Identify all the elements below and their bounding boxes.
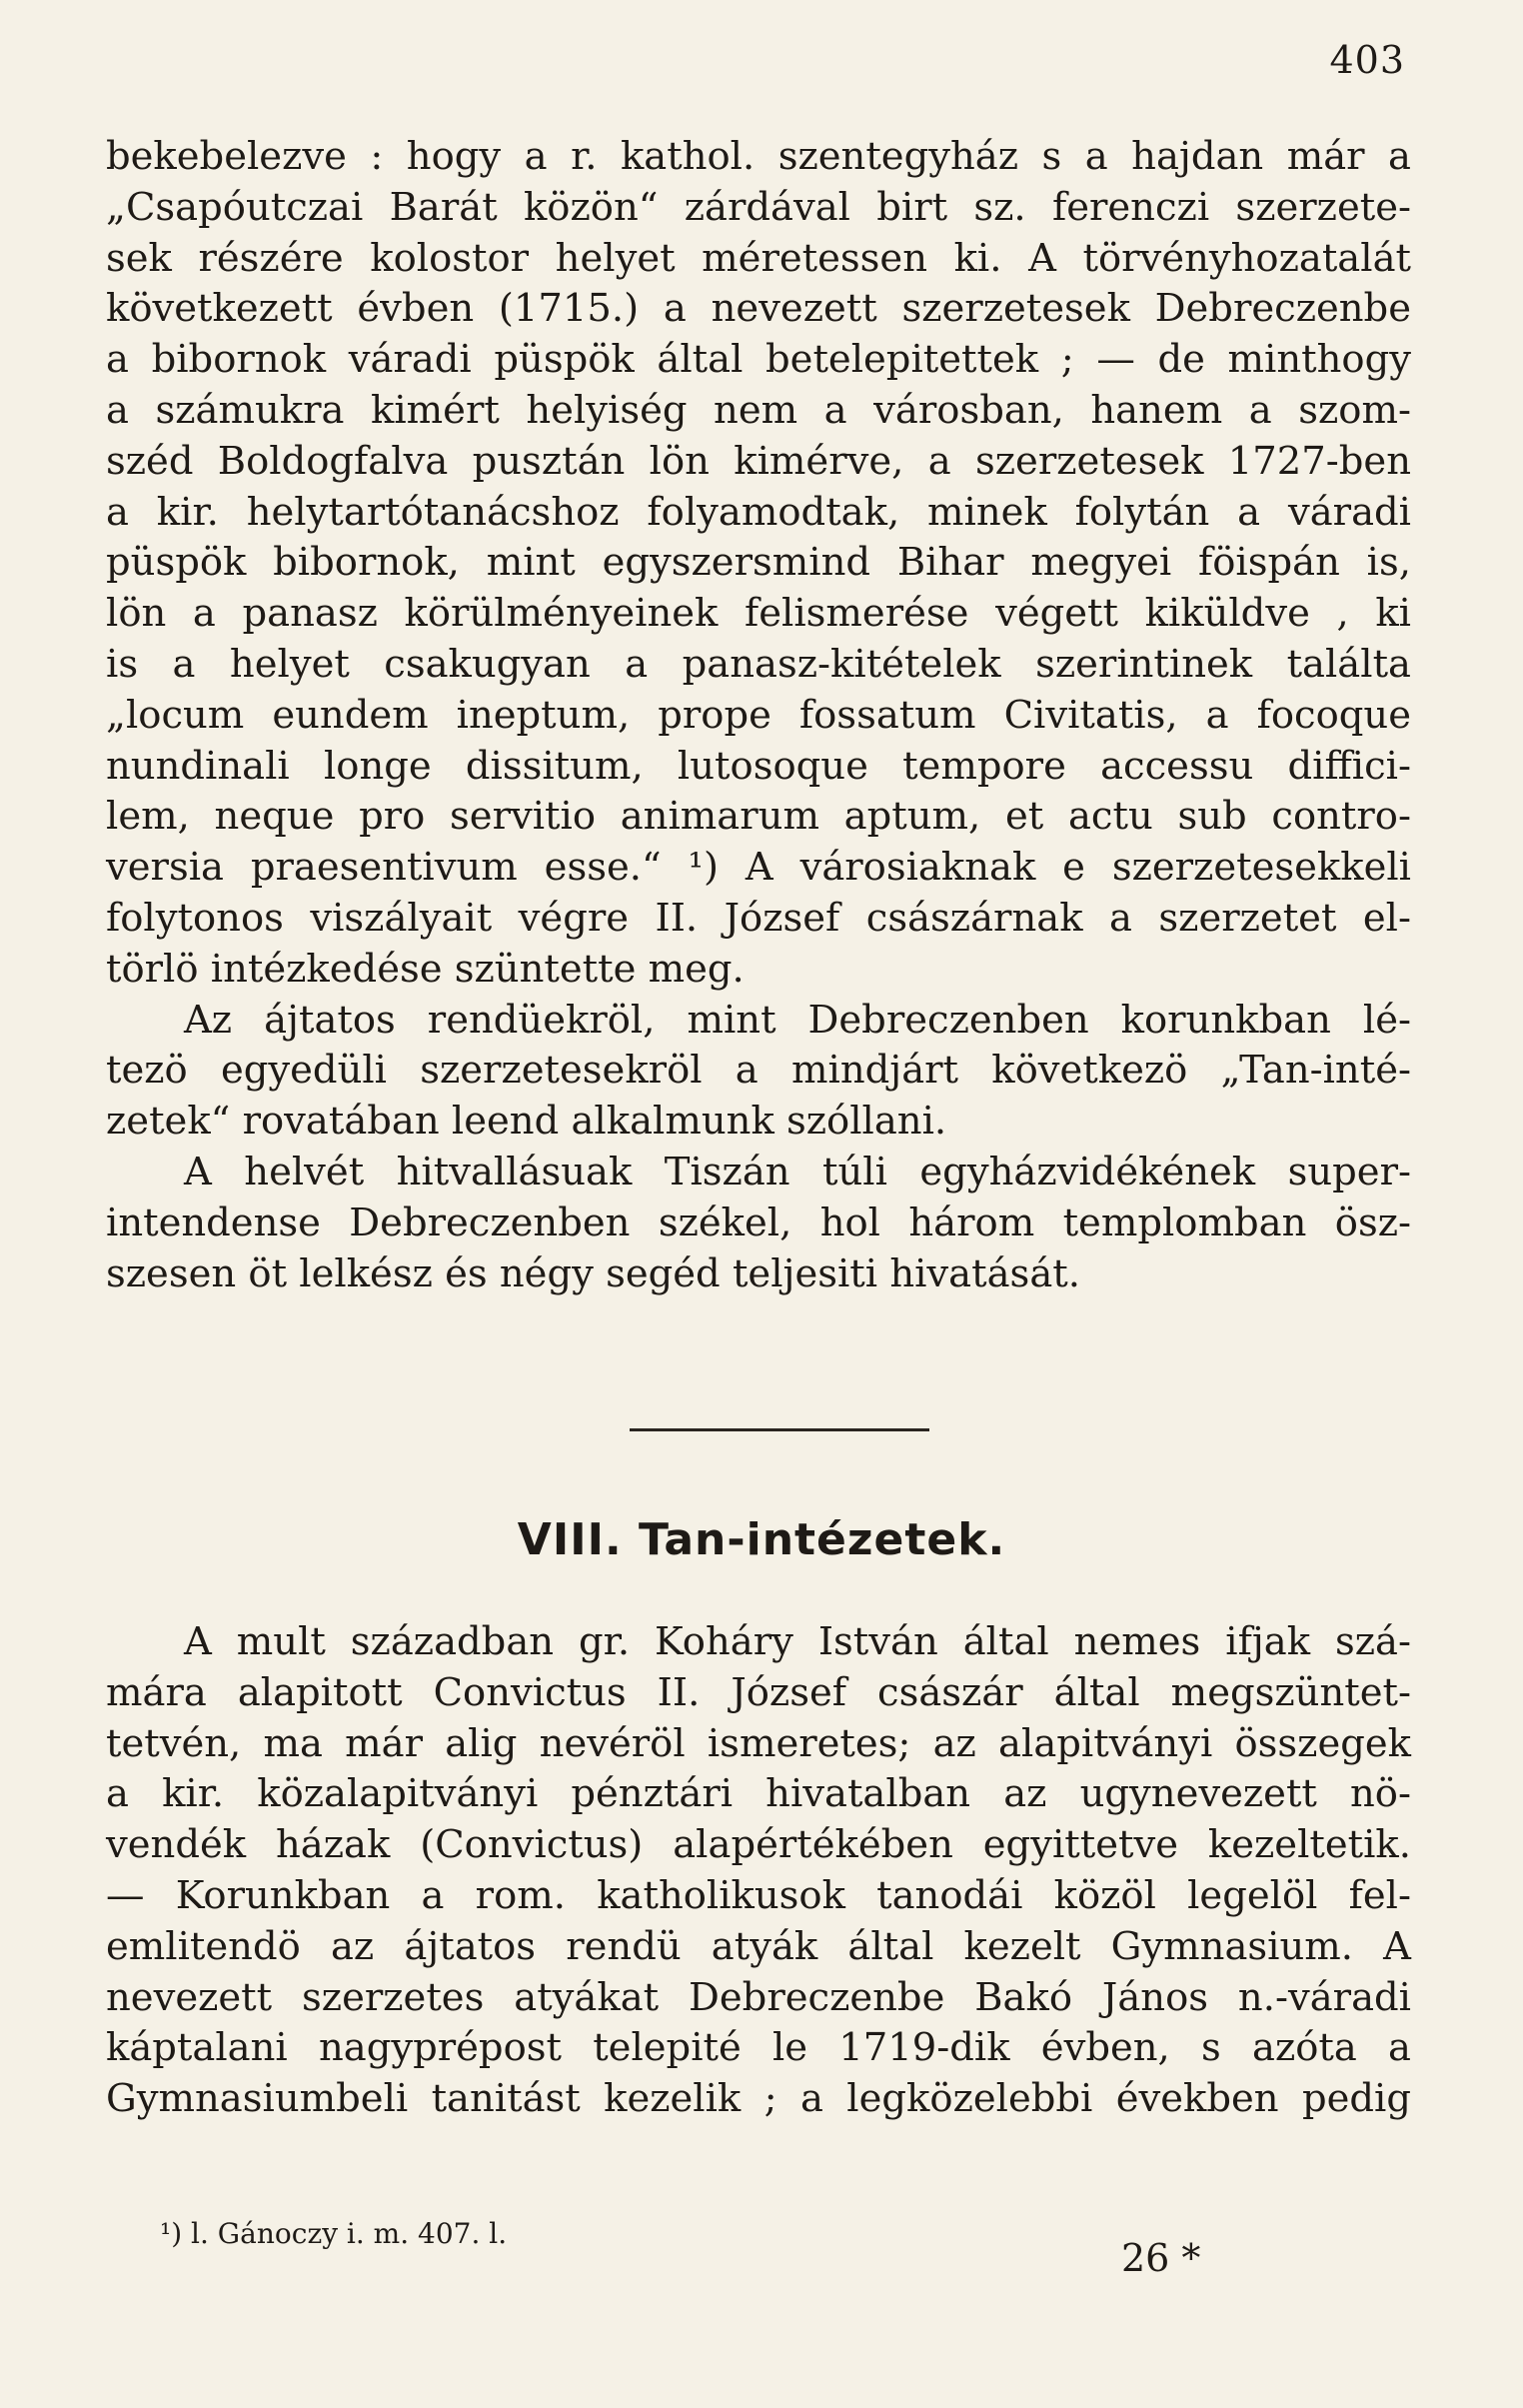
text-line: tetvén, ma már alig nevéröl ismeretes; az alapitványi összegek — [106, 1720, 1411, 1766]
page-number: 403 — [1329, 38, 1405, 82]
paragraph-4 — [106, 1617, 1411, 2125]
section-heading: VIII. Tan-intézetek. — [517, 1514, 1006, 1565]
main-text-top — [106, 132, 1411, 1299]
section-divider — [630, 1428, 929, 1431]
text-line: a bibornok váradi püspök által betelepitettek ; — de minthogy — [106, 337, 1411, 383]
paragraph-3 — [106, 1148, 1411, 1299]
text-line: mára alapitott Convictus II. József császár által megszüntet- — [106, 1669, 1411, 1715]
text-line: lön a panasz körülményeinek felismerése végett kiküldve , ki — [106, 591, 1411, 637]
text-line: szesen öt lelkész és négy segéd teljesiti hivatását. — [106, 1250, 1080, 1296]
text-line: nundinali longe dissitum, lutosoque tempore accessu diffici- — [106, 743, 1411, 789]
text-line: folytonos viszályait végre II. József császárnak a szerzetet el- — [106, 895, 1411, 941]
text-line: nevezett szerzetes atyákat Debreczenbe Bakó János n.-váradi — [106, 1974, 1411, 2020]
main-text-bottom — [106, 1617, 1411, 2125]
paragraph-2 — [106, 996, 1411, 1148]
text-line: a kir. közalapitványi pénztári hivatalban az ugynevezett nö- — [106, 1771, 1411, 1817]
text-line: zetek“ rovatában leend alkalmunk szóllani. — [106, 1099, 947, 1145]
text-line: „locum eundem ineptum, prope fossatum Civitatis, a focoque — [106, 692, 1411, 738]
text-line: „Csapóutczai Barát közön“ zárdával birt sz. ferenczi szerzete- — [106, 184, 1411, 230]
text-line: A helvét hitvallásuak Tiszán túli egyházvidékének super- — [184, 1149, 1411, 1195]
text-line: Gymnasiumbeli tanitást kezelik ; a legközelebbi években pedig — [106, 2076, 1411, 2122]
footnote: ¹) l. Gánoczy i. m. 407. l. — [160, 2217, 508, 2250]
text-line: tezö egyedüli szerzetesekröl a mindjárt következö „Tan-inté- — [106, 1048, 1411, 1094]
text-line: is a helyet csakugyan a panasz-kitételek szerintinek találta — [106, 641, 1411, 687]
text-line: Az ájtatos rendüekröl, mint Debreczenben korunkban lé- — [184, 997, 1411, 1043]
paragraph-1 — [106, 132, 1411, 996]
text-line: a számukra kimért helyiség nem a városban, hanem a szom- — [106, 387, 1411, 433]
text-line: széd Boldogfalva pusztán lön kimérve, a szerzetesek 1727-ben — [106, 438, 1411, 484]
text-line: káptalani nagyprépost telepité le 1719-dik évben, s azóta a — [106, 2025, 1411, 2071]
text-line: emlitendö az ájtatos rendü atyák által kezelt Gymnasium. A — [106, 1923, 1411, 1969]
signature-mark: 26 * — [1121, 2236, 1201, 2280]
text-line: bekebelezve : hogy a r. kathol. szentegyház s a hajdan már a — [106, 134, 1411, 179]
text-line: törlö intézkedése szüntette meg. — [106, 946, 745, 992]
text-line: versia praesentivum esse.“ ¹) A városiaknak e szerzetesekkeli — [106, 845, 1411, 891]
text-line: lem, neque pro servitio animarum aptum, et actu sub contro- — [106, 794, 1411, 840]
text-line: püspök bibornok, mint egyszersmind Bihar megyei föispán is, — [106, 540, 1411, 586]
text-line: intendense Debreczenben székel, hol három templomban ösz- — [106, 1200, 1411, 1245]
text-line: A mult században gr. Koháry István által nemes ifjak szá- — [184, 1619, 1411, 1664]
text-line: — Korunkban a rom. katholikusok tanodái közöl legelöl fel- — [106, 1872, 1411, 1918]
text-line: a kir. helytartótanácshoz folyamodtak, minek folytán a váradi — [106, 489, 1411, 535]
text-line: vendék házak (Convictus) alapértékében egyittetve kezeltetik. — [106, 1822, 1411, 1868]
text-line: következett évben (1715.) a nevezett szerzetesek Debreczenbe — [106, 286, 1411, 332]
text-line: sek részére kolostor helyet méretessen ki. A törvényhozatalát — [106, 235, 1411, 281]
